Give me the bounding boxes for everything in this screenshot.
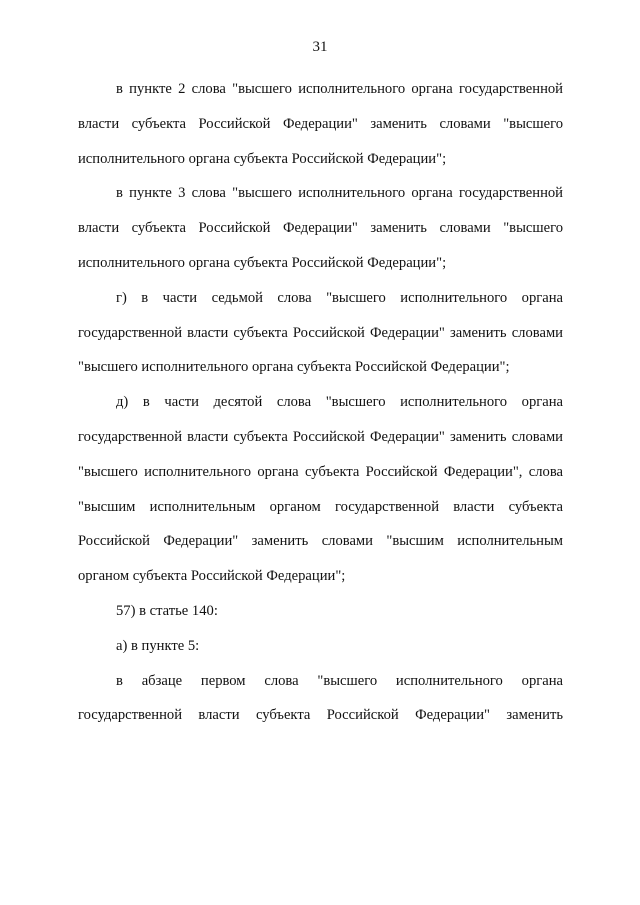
paragraph-subitem-a: а) в пункте 5: [116, 637, 200, 654]
paragraph-subitem-d: д) в части десятой слова "высшего исполнительного органа государственной власти субъекта Российской Федерации" заменить словами "высшего исполнительного органа субъекта Российской Федерации", слова "высшим исполнительным органом государственной власти субъекта Российской Федерации" заменить словами "высшим исполнительным органом субъекта Российской Федерации"; [78, 394, 563, 585]
paragraph-item-2: в пункте 2 слова "высшего исполнительного органа государственной власти субъекта Российской Федерации" заменить словами "высшего исполнительного органа субъекта Российской Федерации"; [78, 81, 563, 167]
paragraph-subitem-g: г) в части седьмой слова "высшего исполнительного органа государственной власти субъекта Российской Федерации" заменить словами "высшего исполнительного органа субъекта Российской Федерации"; [78, 289, 563, 376]
paragraph-item-3: в пункте 3 слова "высшего исполнительного органа государственной власти субъекта Российской Федерации" заменить словами "высшего исполнительного органа субъекта Российской Федерации"; [78, 185, 563, 271]
paragraph-item-57: 57) в статье 140: [116, 602, 218, 619]
page-number: 31 [312, 39, 328, 55]
paragraph-first-abzats: в абзаце первом слова "высшего исполнительного органа государственной власти субъекта Российской Федерации" заменить [78, 672, 563, 724]
document-body [78, 72, 563, 733]
